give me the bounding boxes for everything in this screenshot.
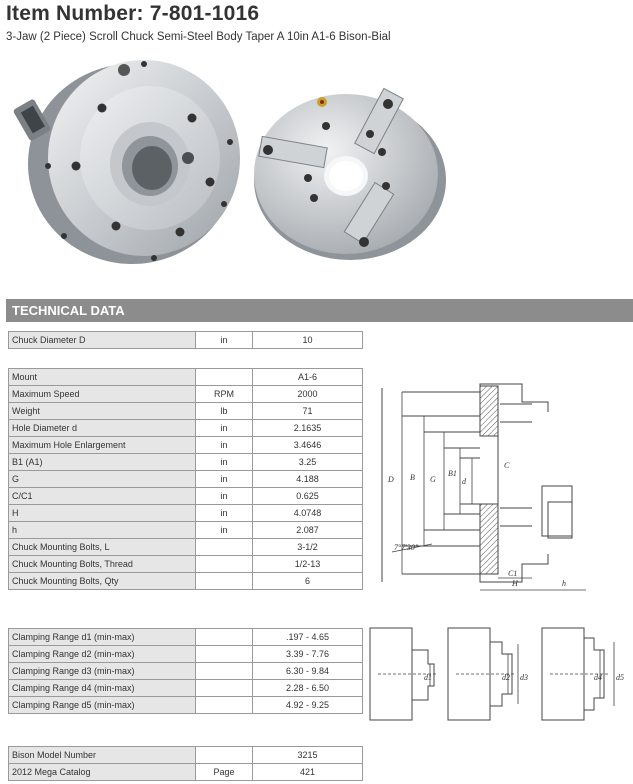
row-value: 0.625 [253,488,363,505]
dim-d: d [462,477,466,486]
row-value: 3.39 - 7.76 [253,646,363,663]
row-unit [196,539,253,556]
row-label: C/C1 [9,488,196,505]
row-label: Bison Model Number [9,747,196,764]
row-label: Clamping Range d5 (min-max) [9,697,196,714]
row-label: Chuck Mounting Bolts, Thread [9,556,196,573]
row-unit: in [196,454,253,471]
table-row [9,369,363,386]
row-value: 1/2-13 [253,556,363,573]
table-row [9,629,363,646]
row-label: Chuck Mounting Bolts, Qty [9,573,196,590]
dim-d3: d3 [520,673,528,682]
row-unit: in [196,471,253,488]
table-row [9,522,363,539]
row-unit [196,646,253,663]
row-unit: in [196,420,253,437]
row-unit [196,556,253,573]
dim-d5: d5 [616,673,624,682]
section-title: TECHNICAL DATA [6,299,633,322]
row-value: 2.087 [253,522,363,539]
page-title: Item Number: 7-801-1016 [6,2,260,25]
table-row [9,747,363,764]
table-row [9,697,363,714]
dim-C: C [504,461,510,470]
row-value: 71 [253,403,363,420]
row-unit: in [196,522,253,539]
table-row [9,505,363,522]
row-unit: RPM [196,386,253,403]
diameter-table [8,331,363,349]
row-label: Maximum Hole Enlargement [9,437,196,454]
row-label: Weight [9,403,196,420]
table-row [9,556,363,573]
table-row [9,471,363,488]
chuck-cross-section-diagram [372,376,588,598]
row-label: Clamping Range d2 (min-max) [9,646,196,663]
table-row [9,680,363,697]
row-unit [196,369,253,386]
dim-C1: C1 [508,569,518,578]
row-value: 2000 [253,386,363,403]
row-label: h [9,522,196,539]
row-unit [196,629,253,646]
row-label: Clamping Range d1 (min-max) [9,629,196,646]
table-row [9,764,363,781]
dim-d2: d2 [502,673,510,682]
table-row [9,403,363,420]
row-label: Clamping Range d3 (min-max) [9,663,196,680]
table-row [9,539,363,556]
table-row [9,488,363,505]
table-row [9,420,363,437]
chuck-photo-back [4,46,244,272]
product-description: 3-Jaw (2 Piece) Scroll Chuck Semi-Steel Body Taper A 10in A1-6 Bison-Bial [6,31,391,43]
row-value: 2.28 - 6.50 [253,680,363,697]
row-value: 4.188 [253,471,363,488]
row-value: 3215 [253,747,363,764]
row-unit: Page [196,764,253,781]
table-row [9,437,363,454]
row-unit [196,680,253,697]
row-label: Clamping Range d4 (min-max) [9,680,196,697]
dim-d1: d1 [424,673,432,682]
row-value: 421 [253,764,363,781]
dim-H: H [512,579,518,588]
row-value: 3.25 [253,454,363,471]
row-value: .197 - 4.65 [253,629,363,646]
table-row [9,386,363,403]
row-unit: in [196,332,253,349]
row-label: Mount [9,369,196,386]
row-label: Hole Diameter d [9,420,196,437]
row-unit [196,747,253,764]
dim-D: D [388,475,394,484]
row-unit: in [196,488,253,505]
clamping-table [8,628,363,714]
row-label: 2012 Mega Catalog [9,764,196,781]
row-label: G [9,471,196,488]
chuck-photo-front [250,86,450,262]
dim-B: B [410,473,415,482]
dim-h: h [562,579,566,588]
table-row [9,573,363,590]
row-unit [196,697,253,714]
mount-table [8,368,363,590]
row-label: Chuck Mounting Bolts, L [9,539,196,556]
dim-B1: B1 [448,469,457,478]
row-label: B1 (A1) [9,454,196,471]
table-row [9,454,363,471]
row-label: Chuck Diameter D [9,332,196,349]
catalog-table [8,746,363,781]
row-unit: lb [196,403,253,420]
row-label: Maximum Speed [9,386,196,403]
row-label: H [9,505,196,522]
table-row [9,663,363,680]
clamping-range-diagram [368,624,630,724]
dim-G: G [430,475,436,484]
table-row [9,332,363,349]
row-unit [196,663,253,680]
row-unit: in [196,505,253,522]
row-value: 4.92 - 9.25 [253,697,363,714]
table-row [9,646,363,663]
row-value: A1-6 [253,369,363,386]
row-unit [196,573,253,590]
row-value: 6.30 - 9.84 [253,663,363,680]
row-unit: in [196,437,253,454]
dim-d4: d4 [594,673,602,682]
row-value: 3.4646 [253,437,363,454]
row-value: 3-1/2 [253,539,363,556]
dim-angle: 7°7'30" [394,543,419,552]
row-value: 6 [253,573,363,590]
row-value: 2.1635 [253,420,363,437]
row-value: 4.0748 [253,505,363,522]
row-value: 10 [253,332,363,349]
